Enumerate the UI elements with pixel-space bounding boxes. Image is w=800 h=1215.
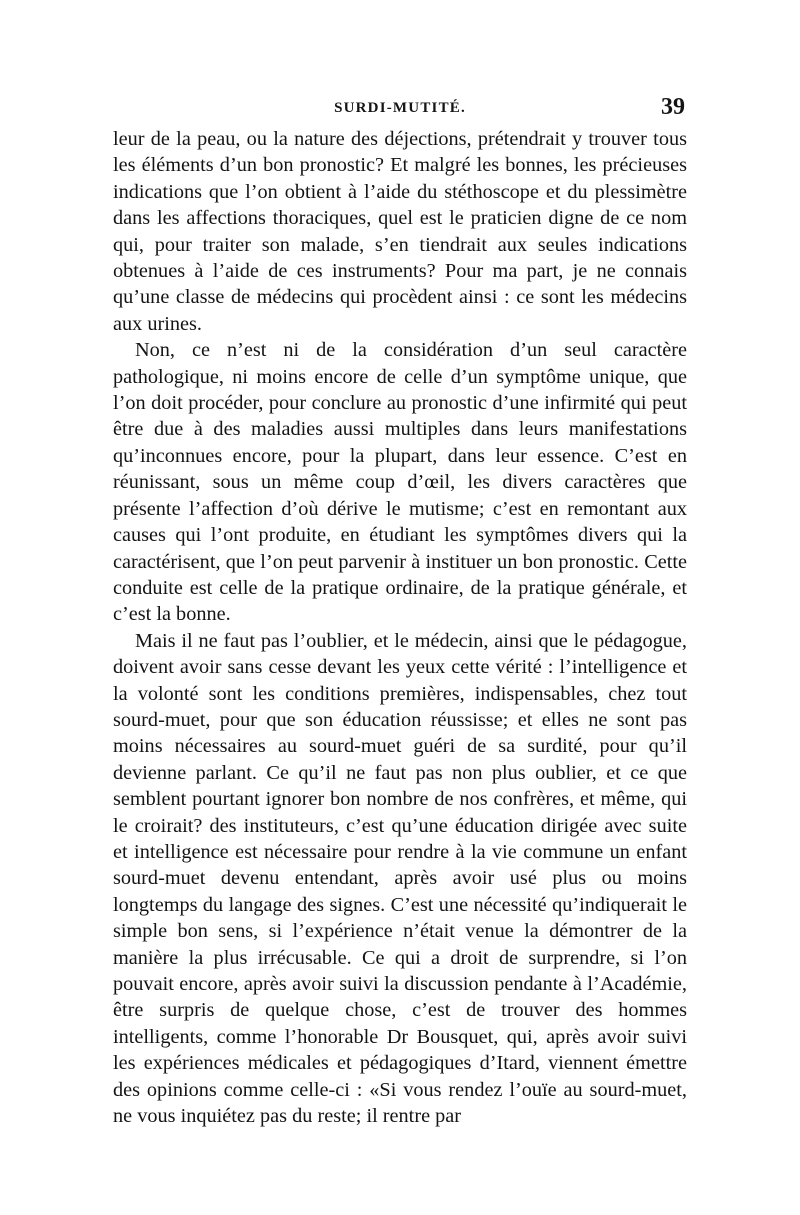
paragraph-continued: leur de la peau, ou la nature des déjections, prétendrait y trouver tous les éléments d’un bon pronostic? Et malgré les bonnes, les précieuses indications que l’on obtient à l’aide du stéthoscope et du plessimètre dans les affections thoraciques, quel est le praticien digne de ce nom qui, pour traiter son malade, s’en tiendrait aux seules indications obtenues à l’aide de ces instruments? Pour ma part, je ne connais qu’une classe de médecins qui procèdent ainsi : ce sont les médecins aux urines. xyxy=(113,128,687,335)
body-text xyxy=(113,126,687,1129)
page-number: 39 xyxy=(661,94,685,120)
running-title: SURDI-MUTITÉ. xyxy=(334,100,466,116)
paragraph: Mais il ne faut pas l’oublier, et le médecin, ainsi que le pédagogue, doivent avoir sans cesse devant les yeux cette vérité : l’intelligence et la volonté sont les conditions premières, indispensables, chez tout sourd-muet, pour que son éducation réussisse; et elles ne sont pas moins nécessaires au sourd-muet guéri de sa surdité, pour qu’il devienne parlant. Ce qu’il ne faut pas non plus oublier, et ce que semblent pourtant ignorer bon nombre de nos confrères, et même, qui le croirait? des instituteurs, c’est qu’une éducation dirigée avec suite et intelligence est nécessaire pour rendre à la vie commune un enfant sourd-muet devenu entendant, après avoir usé plus ou moins longtemps du langage des signes. C’est une nécessité qu’indiquerait le simple bon sens, si l’expérience n’était venue la démontrer de la manière la plus irrécusable. Ce qui a droit de surprendre, si l’on pouvait encore, après avoir suivi la discussion pendante à l’Académie, être surpris de quelque chose, c’est de trouver des hommes intelligents, comme l’honorable Dr Bousquet, qui, après avoir suivi les expériences médicales et pédagogiques d’Itard, viennent émettre des opinions comme celle-ci : «Si vous rendez l’ouïe au sourd-muet, ne vous inquiétez pas du reste; il rentre par xyxy=(113,629,687,1128)
page-header xyxy=(113,92,687,126)
book-page xyxy=(113,92,687,1129)
paragraph: Non, ce n’est ni de la considération d’un seul caractère pathologique, ni moins encore de celle d’un symptôme unique, que l’on doit procéder, pour conclure au pronostic d’une infirmité qui peut être due à des maladies aussi multiples dans leurs manifestations qu’inconnues encore, pour la plupart, dans leur essence. C’est en réunissant, sous un même coup d’œil, les divers caractères que présente l’affection d’où dérive le mutisme; c’est en remontant aux causes qui l’ont produite, en étudiant les symptômes divers qui la caractérisent, que l’on peut parvenir à instituer un bon pronostic. Cette conduite est celle de la pratique ordinaire, de la pratique générale, et c’est la bonne. xyxy=(113,339,687,626)
